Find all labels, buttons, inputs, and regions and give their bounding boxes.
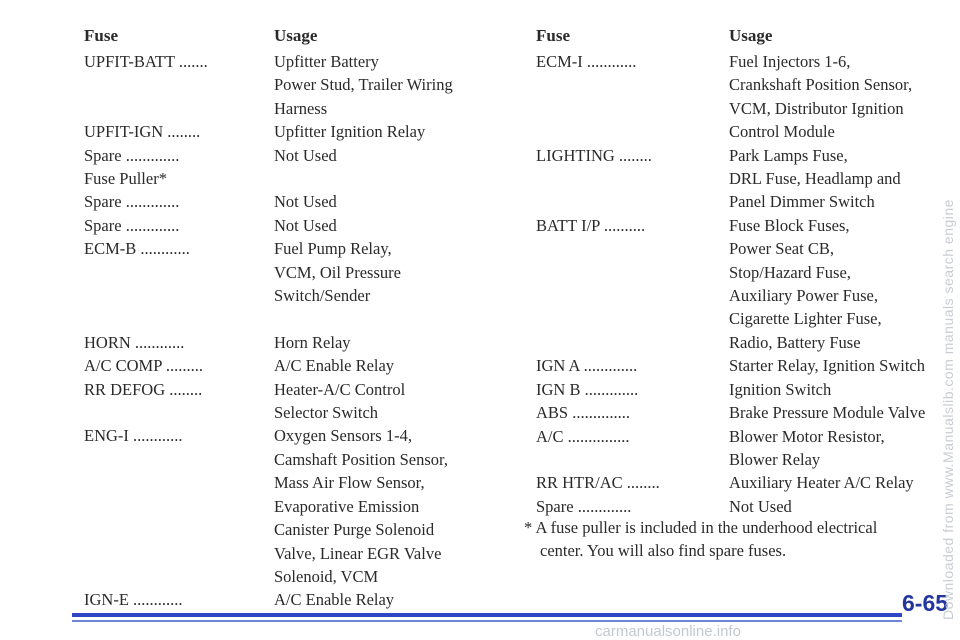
usage-line: Auxiliary Power Fuse, [729, 286, 878, 306]
footnote-line: * A fuse puller is included in the underhood electrical [524, 518, 878, 537]
usage-line: Crankshaft Position Sensor, [729, 75, 913, 95]
fuse-usage [274, 167, 504, 190]
fuse-row [84, 144, 504, 167]
fuse-name: BATT I/P .......... [536, 215, 646, 235]
fuse-puller-footnote [524, 516, 944, 562]
bottom-watermark: carmanualsonline.info [595, 623, 741, 640]
fuse-row [84, 588, 504, 611]
fuse-name: HORN ............ [84, 332, 185, 352]
usage-line: Power Seat CB, [729, 239, 834, 259]
fuse-usage [274, 237, 504, 307]
usage-line: Heater-A/C Control [274, 379, 406, 399]
usage-line: Horn Relay [274, 332, 351, 352]
usage-line: Not Used [274, 192, 337, 212]
fuse-usage [274, 144, 504, 167]
footer-rule-thin [72, 620, 902, 622]
footer-rule-thick [72, 613, 902, 617]
fuse-name: Spare ............. [84, 145, 180, 165]
fuse-usage [274, 331, 504, 354]
fuse-name: RR DEFOG ........ [84, 379, 203, 399]
fuse-name: ENG-I ............ [84, 426, 183, 446]
fuse-name: IGN A ............. [536, 356, 638, 376]
fuse-usage [274, 588, 504, 611]
fuse-usage [729, 144, 956, 214]
usage-line: Valve, Linear EGR Valve [274, 543, 442, 563]
fuse-row [536, 50, 956, 144]
fuse-name: Fuse Puller* [84, 169, 167, 189]
fuse-name: IGN-E ............ [84, 590, 183, 610]
fuse-usage [729, 50, 956, 144]
fuse-row [84, 214, 504, 237]
usage-line: Fuel Pump Relay, [274, 239, 392, 259]
fuse-row [84, 50, 504, 120]
usage-line: Stop/Hazard Fuse, [729, 262, 851, 282]
usage-line: Blower Relay [729, 449, 821, 469]
fuse-row [84, 354, 504, 377]
usage-line: Switch/Sender [274, 286, 371, 306]
fuse-usage [274, 190, 504, 213]
fuse-name: ECM-I ............ [536, 52, 637, 71]
fuse-name: IGN B ............. [536, 379, 639, 399]
fuse-name: RR HTR/AC ........ [536, 473, 660, 493]
usage-line: Selector Switch [274, 403, 379, 423]
usage-line: A/C Enable Relay [274, 590, 395, 610]
fuse-header: Fuse [536, 26, 570, 45]
usage-line: Fuel Injectors 1-6, [729, 52, 851, 71]
fuse-usage [274, 424, 504, 588]
usage-line: Ignition Switch [729, 379, 832, 399]
fuse-row [84, 424, 504, 588]
fuse-name: ABS .............. [536, 403, 630, 423]
page-number: 6-65 [902, 590, 949, 616]
fuse-usage [729, 354, 956, 377]
usage-line: Camshaft Position Sensor, [274, 449, 448, 469]
left-fuse-column [84, 26, 504, 612]
fuse-name: Spare ............. [84, 192, 180, 212]
usage-line: VCM, Oil Pressure [274, 262, 401, 282]
fuse-row [536, 401, 956, 424]
fuse-row [536, 378, 956, 401]
left-column-header [84, 26, 504, 50]
usage-line: Not Used [274, 145, 337, 165]
fuse-name: UPFIT-IGN ........ [84, 122, 201, 142]
fuse-row [536, 144, 956, 214]
fuse-usage [274, 50, 504, 120]
usage-line: Evaporative Emission [274, 496, 420, 516]
fuse-row [84, 237, 504, 307]
usage-line: A/C Enable Relay [274, 356, 395, 376]
usage-line: Cigarette Lighter Fuse, [729, 309, 882, 329]
usage-line: Upfitter Battery [274, 52, 379, 71]
usage-line: Panel Dimmer Switch [729, 192, 875, 212]
fuse-name: Spare ............. [536, 496, 632, 516]
usage-line: VCM, Distributor Ignition [729, 98, 904, 118]
usage-line: Not Used [274, 215, 337, 235]
fuse-usage [274, 214, 504, 237]
fuse-usage [729, 214, 956, 354]
fuse-usage [274, 354, 504, 377]
fuse-row [536, 214, 956, 354]
usage-line: Brake Pressure Module Valve [729, 403, 926, 423]
right-fuse-column [536, 26, 956, 518]
side-watermark-text: Downloaded from www.Manualslib.com manuals search engine [940, 199, 956, 620]
fuse-row [536, 471, 956, 494]
fuse-row [536, 495, 956, 518]
fuse-row [84, 167, 504, 190]
fuse-row [84, 331, 504, 354]
fuse-usage [729, 378, 956, 401]
usage-line: Not Used [729, 496, 792, 516]
fuse-usage [729, 495, 956, 518]
footnote-line: center. You will also find spare fuses. [540, 541, 787, 560]
usage-line: Radio, Battery Fuse [729, 332, 861, 352]
usage-line: Solenoid, VCM [274, 566, 379, 586]
usage-line: Blower Motor Resistor, [729, 426, 885, 446]
usage-header: Usage [274, 26, 318, 45]
fuse-name: A/C COMP ......... [84, 356, 204, 376]
fuse-usage [274, 120, 504, 143]
usage-line: Auxiliary Heater A/C Relay [729, 473, 914, 493]
fuse-row [84, 190, 504, 213]
fuse-name: UPFIT-BATT ....... [84, 52, 208, 71]
fuse-row [84, 120, 504, 143]
fuse-header: Fuse [84, 26, 118, 45]
fuse-name: ECM-B ............ [84, 239, 190, 259]
right-column-header [536, 26, 956, 50]
fuse-row [536, 425, 956, 472]
fuse-usage [729, 471, 956, 494]
fuse-row [536, 354, 956, 377]
side-watermark [940, 199, 960, 620]
usage-line: Mass Air Flow Sensor, [274, 473, 425, 493]
fuse-usage [274, 378, 504, 425]
usage-header: Usage [729, 26, 773, 45]
fuse-row [84, 378, 504, 425]
usage-line: Control Module [729, 122, 835, 142]
usage-line: Oxygen Sensors 1-4, [274, 426, 412, 446]
fuse-name: LIGHTING ........ [536, 145, 652, 165]
usage-line: Canister Purge Solenoid [274, 520, 435, 540]
usage-line: Fuse Block Fuses, [729, 215, 850, 235]
page-footer-rule [72, 613, 902, 625]
usage-line: Power Stud, Trailer Wiring [274, 75, 453, 95]
fuse-usage [729, 425, 956, 472]
usage-line: Harness [274, 98, 328, 118]
usage-line [274, 167, 504, 190]
usage-line: DRL Fuse, Headlamp and [729, 169, 901, 189]
usage-line: Park Lamps Fuse, [729, 145, 848, 165]
fuse-name: Spare ............. [84, 215, 180, 235]
fuse-name: A/C ............... [536, 426, 630, 446]
fuse-usage [729, 401, 956, 424]
usage-line: Upfitter Ignition Relay [274, 122, 426, 142]
usage-line: Starter Relay, Ignition Switch [729, 356, 925, 376]
